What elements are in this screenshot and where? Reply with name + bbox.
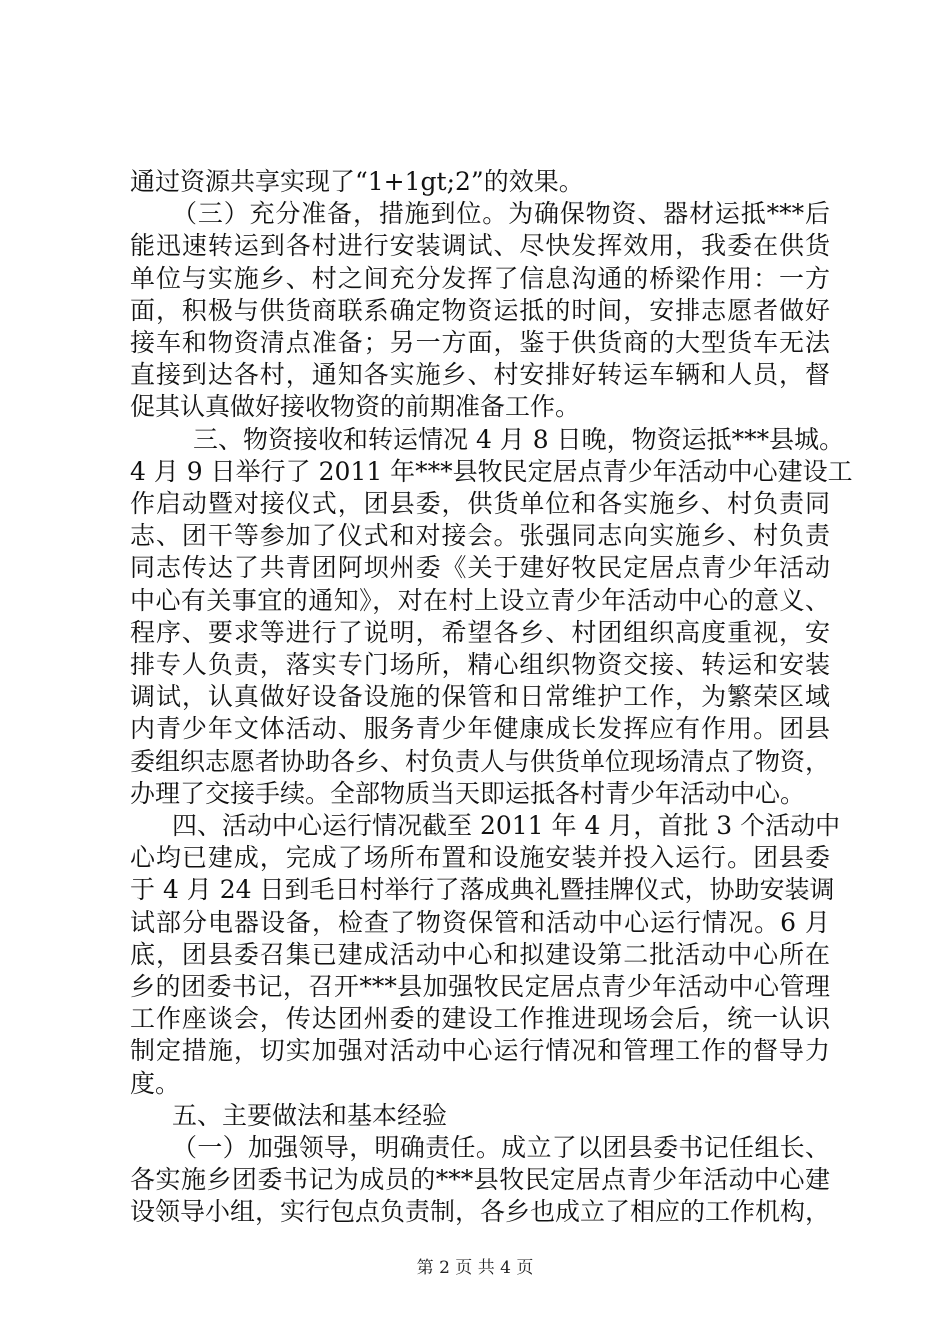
body-text-line: 试部分电器设备，检查了物资保管和活动中心运行情况。6 月 — [130, 907, 830, 937]
body-text-line: 直接到达各村，通知各实施乡、村安排好转运车辆和人员，督 — [130, 360, 830, 390]
body-text-line: 工作座谈会，传达团州委的建设工作推进现场会后，统一认识 — [130, 1004, 830, 1034]
section-heading-line: 三、物资接收和转运情况 4 月 8 日晚，物资运抵***县城。 — [193, 424, 845, 454]
body-text-line: 办理了交接手续。全部物质当天即运抵各村青少年活动中心。 — [130, 778, 806, 808]
body-text-line: 调试，认真做好设备设施的保管和日常维护工作，为繁荣区域 — [130, 682, 830, 712]
body-text-line: 委组织志愿者协助各乡、村负责人与供货单位现场清点了物资， — [130, 746, 831, 776]
body-text-line: 内青少年文体活动、服务青少年健康成长发挥应有作用。团县 — [130, 714, 830, 744]
body-text-line: 度。 — [130, 1068, 181, 1098]
body-text-line: 底，团县委召集已建成活动中心和拟建设第二批活动中心所在 — [130, 939, 830, 969]
body-text-line: 排专人负责，落实专门场所，精心组织物资交接、转运和安装 — [130, 650, 830, 679]
body-text-line: 通过资源共享实现了“1+1gt;2”的效果。 — [130, 167, 584, 196]
body-text-line: 心均已建成，完成了场所布置和设施安装并投入运行。团县委 — [130, 843, 830, 873]
body-text-line: 面，积极与供货商联系确定物资运抵的时间，安排志愿者做好 — [130, 295, 830, 325]
page-footer: 第 2 页 共 4 页 — [416, 1258, 534, 1279]
body-text-line: 4 月 9 日举行了 2011 年***县牧民定居点青少年活动中心建设工 — [130, 456, 853, 486]
body-text-line: 能迅速转运到各村进行安装调试、尽快发挥效用，我委在供货 — [130, 231, 830, 261]
body-text-line: 制定措施，切实加强对活动中心运行情况和管理工作的督导力 — [130, 1036, 830, 1066]
body-text-line: 同志传达了共青团阿坝州委《关于建好牧民定居点青少年活动 — [130, 553, 830, 583]
body-text-line: 志、团干等参加了仪式和对接会。张强同志向实施乡、村负责 — [130, 521, 830, 551]
body-text-line: 中心有关事宜的通知》，对在村上设立青少年活动中心的意义、 — [130, 585, 830, 615]
body-text-line: 作启动暨对接仪式，团县委，供货单位和各实施乡、村负责同 — [130, 489, 830, 518]
body-text-line: 各实施乡团委书记为成员的***县牧民定居点青少年活动中心建 — [130, 1165, 830, 1195]
body-text-line: 接车和物资清点准备；另一方面，鉴于供货商的大型货车无法 — [130, 328, 830, 357]
body-text-line: 程序、要求等进行了说明，希望各乡、村团组织高度重视，安 — [130, 617, 830, 647]
section-heading-line: 五、主要做法和基本经验 — [172, 1100, 448, 1130]
section-heading-line: 四、活动中心运行情况截至 2011 年 4 月，首批 3 个活动中 — [172, 811, 841, 840]
body-text-line: 单位与实施乡、村之间充分发挥了信息沟通的桥梁作用：一方 — [130, 263, 830, 293]
body-text-line: 于 4 月 24 日到毛日村举行了落成典礼暨挂牌仪式，协助安装调 — [130, 875, 835, 905]
body-text-line: 设领导小组，实行包点负责制，各乡也成立了相应的工作机构， — [130, 1197, 831, 1227]
body-text-line: 促其认真做好接收物资的前期准备工作。 — [130, 392, 581, 422]
body-text-line: 乡的团委书记，召开***县加强牧民定居点青少年活动中心管理 — [130, 972, 830, 1001]
body-text-line: （一）加强领导，明确责任。成立了以团县委书记任组长、 — [172, 1133, 830, 1162]
body-text-line: （三）充分准备，措施到位。为确保物资、器材运抵***后 — [172, 199, 830, 229]
